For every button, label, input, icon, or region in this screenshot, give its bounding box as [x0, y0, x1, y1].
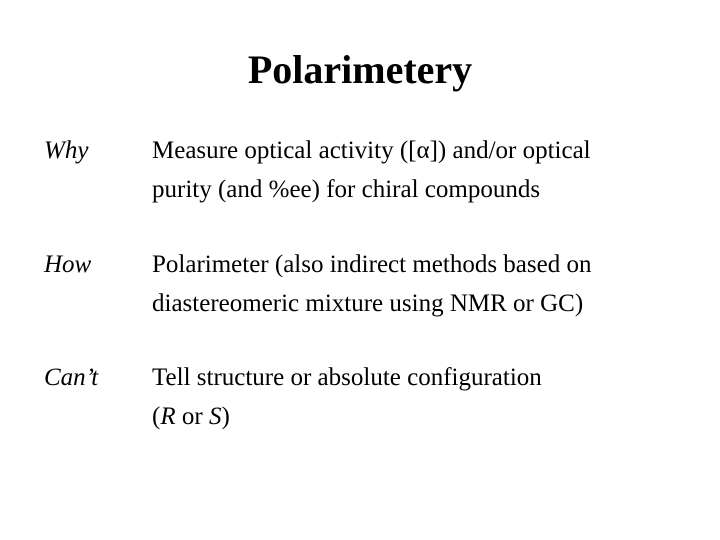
row-label-how: How: [44, 251, 92, 278]
row-text-line: purity (and %ee) for chiral compounds: [152, 176, 541, 203]
row-text-why: [152, 131, 692, 209]
row-text-line: Polarimeter (also indirect methods based on: [152, 251, 592, 278]
row-text-line: Tell structure or absolute configuration: [152, 364, 542, 391]
row-label-why: Why: [44, 137, 89, 164]
open-paren: (: [152, 403, 161, 430]
close-paren: ): [221, 403, 230, 430]
row-text-how: [152, 245, 692, 323]
row-text-line-config: [152, 397, 692, 436]
row-text-line: Measure optical activity ([α]) and/or optical: [152, 137, 591, 164]
config-s: S: [208, 403, 222, 430]
slide-title: Polarimetery: [247, 47, 473, 92]
config-r: R: [160, 403, 176, 430]
row-text-cant: [152, 358, 692, 436]
or-text: or: [175, 403, 209, 430]
row-text-line: diastereomeric mixture using NMR or GC): [152, 290, 584, 317]
row-label-cant: Can’t: [44, 364, 99, 391]
